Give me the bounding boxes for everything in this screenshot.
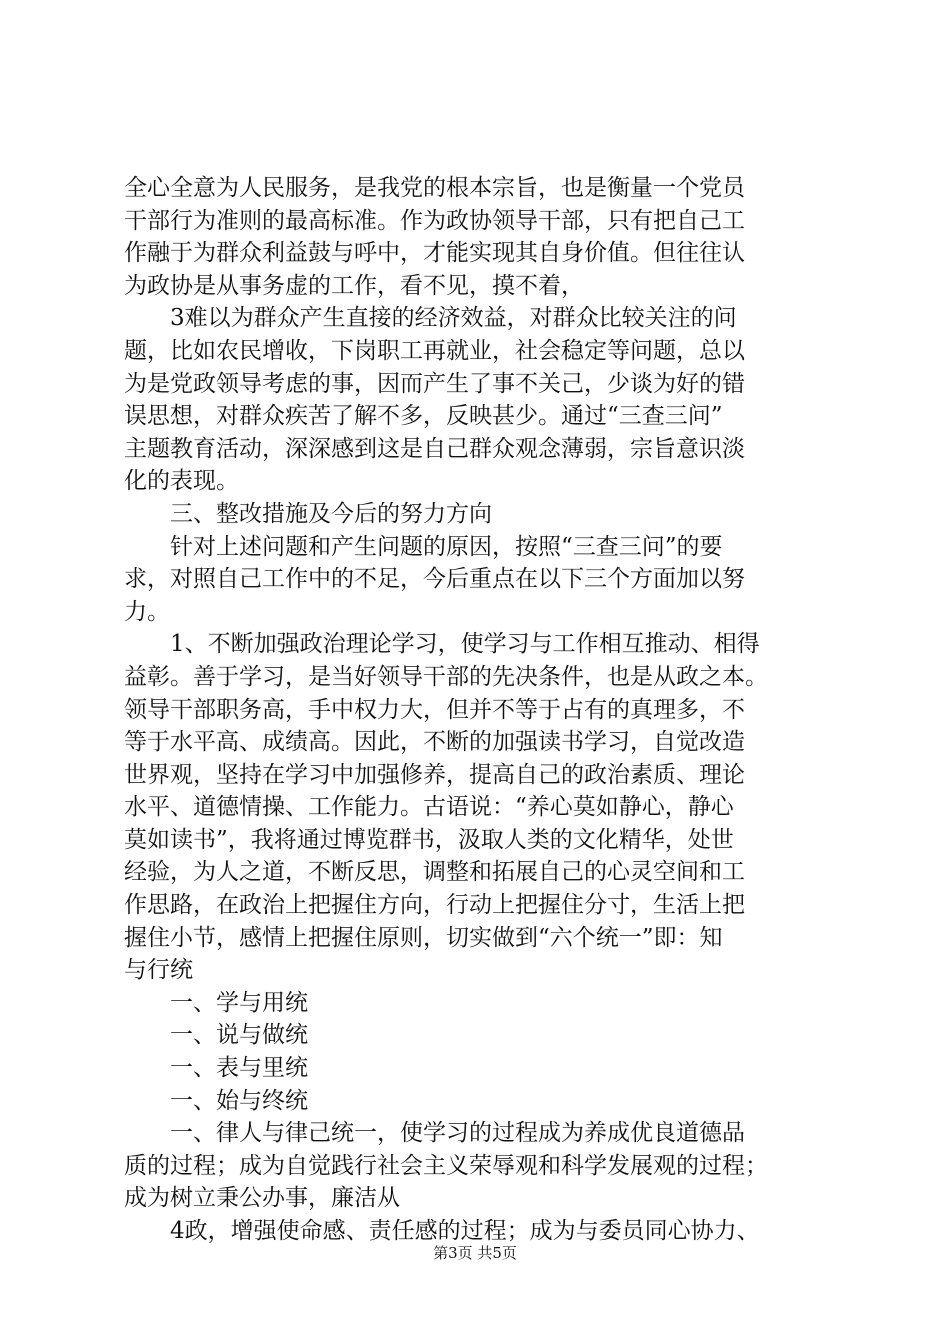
text-line: 与行统	[124, 957, 193, 984]
text-line: 握住小节，感情上把握住原则，切实做到“六个统一”即：知	[124, 924, 723, 951]
text-line: 作思路，在政治上把握住方向，行动上把握住分寸，生活上把	[124, 892, 745, 919]
body-text	[124, 172, 864, 1248]
text-line: 题，比如农民增收，下岗职工再就业，社会稳定等问题，总以	[124, 337, 745, 364]
text-line: 全心全意为人民服务，是我党的根本宗旨，也是衡量一个党员	[124, 175, 745, 201]
text-line: 领导干部职务高，手中权力大，但并不等于占有的真理多，不	[124, 696, 745, 723]
list-item: 一、律人与律己统一，使学习的过程成为养成优良道德品	[124, 1120, 745, 1147]
text-line: 世界观，坚持在学习中加强修养，提高自己的政治素质、理论	[124, 761, 745, 788]
text-line: 1、不断加强政治理论学习，使学习与工作相互推动、相得	[124, 631, 760, 658]
list-item: 一、学与用统	[124, 989, 308, 1016]
text-line: 针对上述问题和产生问题的原因，按照“三查三问”的要	[124, 533, 723, 560]
list-item: 一、说与做统	[124, 1022, 308, 1049]
list-item: 一、始与终统	[124, 1087, 308, 1114]
section-heading: 三、整改措施及今后的努力方向	[124, 500, 492, 527]
text-line: 化的表现。	[124, 468, 239, 495]
text-line: 4政，增强使命感、责任感的过程；成为与委员同心协力、	[124, 1218, 760, 1244]
text-line: 作融于为群众利益鼓与呼中，才能实现其自身价值。但往往认	[124, 240, 745, 267]
text-line: 3难以为群众产生直接的经济效益，对群众比较关注的问	[124, 305, 737, 332]
list-item: 一、表与里统	[124, 1055, 308, 1082]
text-line: 等于水平高、成绩高。因此，不断的加强读书学习，自觉改造	[124, 729, 745, 756]
text-line: 水平、道德情操、工作能力。古语说：“养心莫如静心，静心	[124, 794, 734, 821]
text-line: 质的过程；成为自觉践行社会主义荣辱观和科学发展观的过程；	[124, 1152, 768, 1179]
text-line: 成为树立秉公办事，廉洁从	[124, 1185, 400, 1212]
text-line: 求，对照自己工作中的不足，今后重点在以下三个方面加以努	[124, 566, 745, 593]
text-line: 为政协是从事务虚的工作，看不见，摸不着，	[124, 272, 584, 299]
text-line: 力。	[124, 598, 170, 625]
text-line: 莫如读书”，我将通过博览群书，汲取人类的文化精华，处世	[124, 826, 734, 853]
text-line: 主题教育活动，深深感到这是自己群众观念薄弱，宗旨意识淡	[124, 435, 745, 462]
text-line: 益彰。善于学习，是当好领导干部的先决条件，也是从政之本。	[124, 663, 768, 690]
page-number-footer: 第3页 共5页	[433, 1244, 517, 1262]
text-line: 为是党政领导考虑的事，因而产生了事不关己，少谈为好的错	[124, 370, 745, 397]
text-line: 经验，为人之道，不断反思，调整和拓展自己的心灵空间和工	[124, 859, 745, 886]
text-line: 干部行为准则的最高标准。作为政协领导干部，只有把自己工	[124, 207, 745, 234]
text-line: 误思想，对群众疾苦了解不多，反映甚少。通过“三查三问”	[124, 403, 723, 430]
